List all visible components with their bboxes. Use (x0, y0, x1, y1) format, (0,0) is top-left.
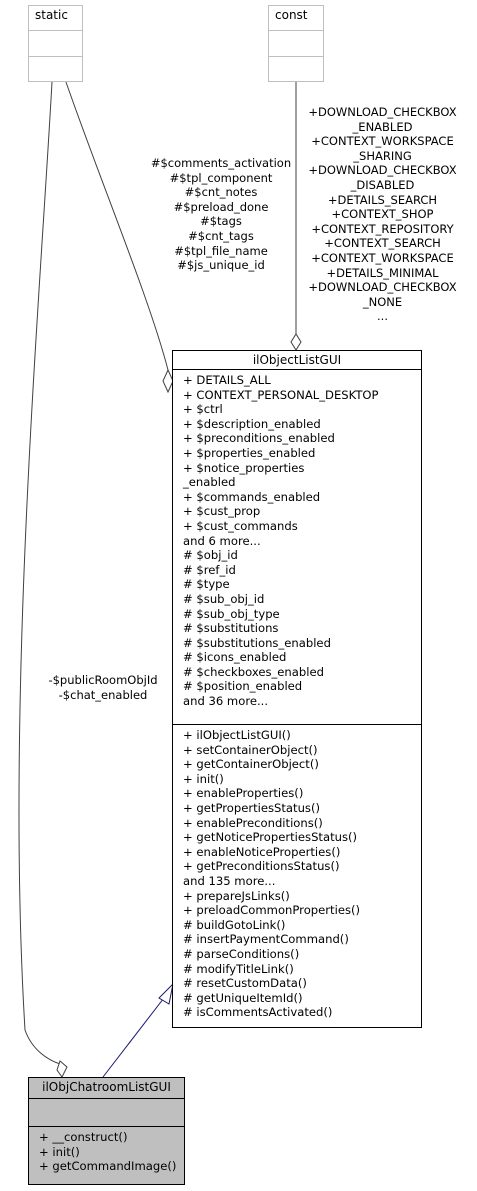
class-method: + getCommandImage() (39, 1159, 177, 1174)
class-attribute: + $commands_enabled (183, 489, 321, 504)
class-attribute: + DETAILS_ALL (183, 373, 271, 387)
class-attribute: # $substitutions_enabled (183, 635, 331, 650)
edge-label-line: -$chat_enabled (58, 687, 148, 702)
edge-label-line: +CONTEXT_SEARCH (324, 236, 441, 251)
class-attribute: # $checkboxes_enabled (183, 664, 324, 679)
class-attribute: + CONTEXT_PERSONAL_DESKTOP (183, 387, 379, 402)
ilobjchatroomlistgui-methods (29, 1127, 184, 1177)
ilobjectlistgui-methods (173, 725, 421, 1023)
const-methods-section (269, 56, 323, 57)
class-attribute: + $cust_commands (183, 518, 298, 533)
edge-label-line: +DOWNLOAD_CHECKBOX (308, 280, 457, 295)
edge-label-line: #$tags (200, 214, 242, 229)
class-method: + getContainerObject() (183, 757, 319, 772)
class-method: + enableNoticeProperties() (183, 844, 341, 859)
class-name-static: static (35, 8, 68, 22)
class-method: + ilObjectListGUI() (183, 728, 291, 742)
aggregation-diamond-const (291, 334, 301, 350)
edge-label-line: ... (377, 309, 388, 324)
edge-label-line: +DETAILS_SEARCH (327, 192, 438, 207)
class-box-const (268, 5, 324, 82)
edge-label-line: #$tpl_component (169, 170, 273, 185)
class-method: + getPreconditionsStatus() (183, 859, 340, 874)
class-method: # isCommentsActivated() (183, 1005, 333, 1020)
static-attributes-section (29, 30, 82, 56)
class-method: # buildGotoLink() (183, 917, 286, 932)
class-attribute: # $ref_id (183, 562, 236, 577)
class-attribute: # $obj_id (183, 548, 238, 563)
class-attribute: # $type (183, 577, 230, 592)
class-method: + __construct() (39, 1130, 128, 1144)
edge-label-line: +CONTEXT_WORKSPACE (311, 134, 454, 149)
edge-label-line: _ENABLED (352, 119, 413, 134)
class-attribute: # $sub_obj_type (183, 606, 280, 621)
edge-inheritance (103, 994, 167, 1077)
class-attribute: + $preconditions_enabled (183, 431, 335, 446)
class-method: + init() (39, 1144, 80, 1159)
edge-label-line: +DETAILS_MINIMAL (326, 265, 439, 280)
edge-label-line: _NONE (362, 294, 403, 309)
edge-label-static-to-chatroom (38, 673, 168, 702)
class-method: + enableProperties() (183, 786, 304, 801)
class-method: # insertPaymentCommand() (183, 932, 349, 947)
class-attribute: + $ctrl (183, 402, 223, 417)
class-method: + prepareJsLinks() (183, 888, 290, 903)
class-attribute: # $substitutions (183, 621, 279, 636)
class-box-static (28, 5, 83, 82)
class-name-const: const (275, 8, 308, 22)
edge-label-line: _DISABLED (350, 177, 415, 192)
class-method: + getNoticePropertiesStatus() (183, 830, 358, 845)
class-method: + getPropertiesStatus() (183, 800, 321, 815)
class-attribute: + $cust_prop (183, 504, 261, 519)
ilobjectlistgui-attributes (173, 370, 421, 724)
class-box-ilobjectlistgui (172, 350, 422, 1028)
static-methods-section (29, 56, 82, 57)
edge-label-line: +DOWNLOAD_CHECKBOX (308, 163, 457, 178)
edge-label-line: _SHARING (353, 148, 412, 163)
class-method: # parseConditions() (183, 946, 300, 961)
class-attribute: _enabled (183, 475, 236, 490)
class-attribute: # $sub_obj_id (183, 591, 265, 606)
class-name-ilobjectlistgui: ilObjectListGUI (252, 353, 342, 367)
class-attribute: and 6 more... (183, 533, 261, 548)
edge-label-static-to-ilobjectlistgui (146, 156, 296, 273)
class-method: + init() (183, 771, 224, 786)
edge-label-line: +DOWNLOAD_CHECKBOX (308, 105, 457, 119)
class-box-ilobjchatroomlistgui (28, 1077, 185, 1185)
edge-label-line: #$cnt_tags (188, 228, 254, 243)
class-method: + preloadCommonProperties() (183, 903, 361, 918)
class-method: + setContainerObject() (183, 742, 318, 757)
edge-label-const-to-ilobjectlistgui (290, 105, 475, 324)
class-attribute: + $notice_properties (183, 460, 305, 475)
edge-label-line: #$tpl_file_name (174, 243, 268, 258)
class-name-ilobjchatroomlistgui: ilObjChatroomListGUI (42, 1080, 171, 1094)
class-method: # getUniqueItemId() (183, 990, 303, 1005)
edge-label-line: #$cnt_notes (184, 185, 258, 200)
edge-static-to-chatroom (19, 82, 60, 1064)
class-method: and 135 more... (183, 873, 276, 888)
class-method: # modifyTitleLink() (183, 961, 294, 976)
class-attribute: # $icons_enabled (183, 650, 287, 665)
class-attribute: and 36 more... (183, 694, 269, 709)
edge-label-line: #$preload_done (173, 199, 269, 214)
edge-label-line: -$publicRoomObjId (48, 673, 158, 687)
edge-label-line: +CONTEXT_SHOP (331, 207, 434, 222)
class-method: + enablePreconditions() (183, 815, 323, 830)
ilobjchatroomlistgui-attributes-section (29, 1098, 184, 1126)
edge-label-line: #$comments_activation (150, 156, 292, 170)
edge-label-line: +CONTEXT_REPOSITORY (311, 221, 454, 236)
class-attribute: + $properties_enabled (183, 445, 316, 460)
const-attributes-section (269, 30, 323, 56)
class-attribute: + $description_enabled (183, 416, 321, 431)
class-attribute: # $position_enabled (183, 679, 303, 694)
edge-label-line: +CONTEXT_WORKSPACE (311, 250, 454, 265)
class-method: # resetCustomData() (183, 976, 307, 991)
edge-label-line: #$js_unique_id (177, 258, 265, 273)
